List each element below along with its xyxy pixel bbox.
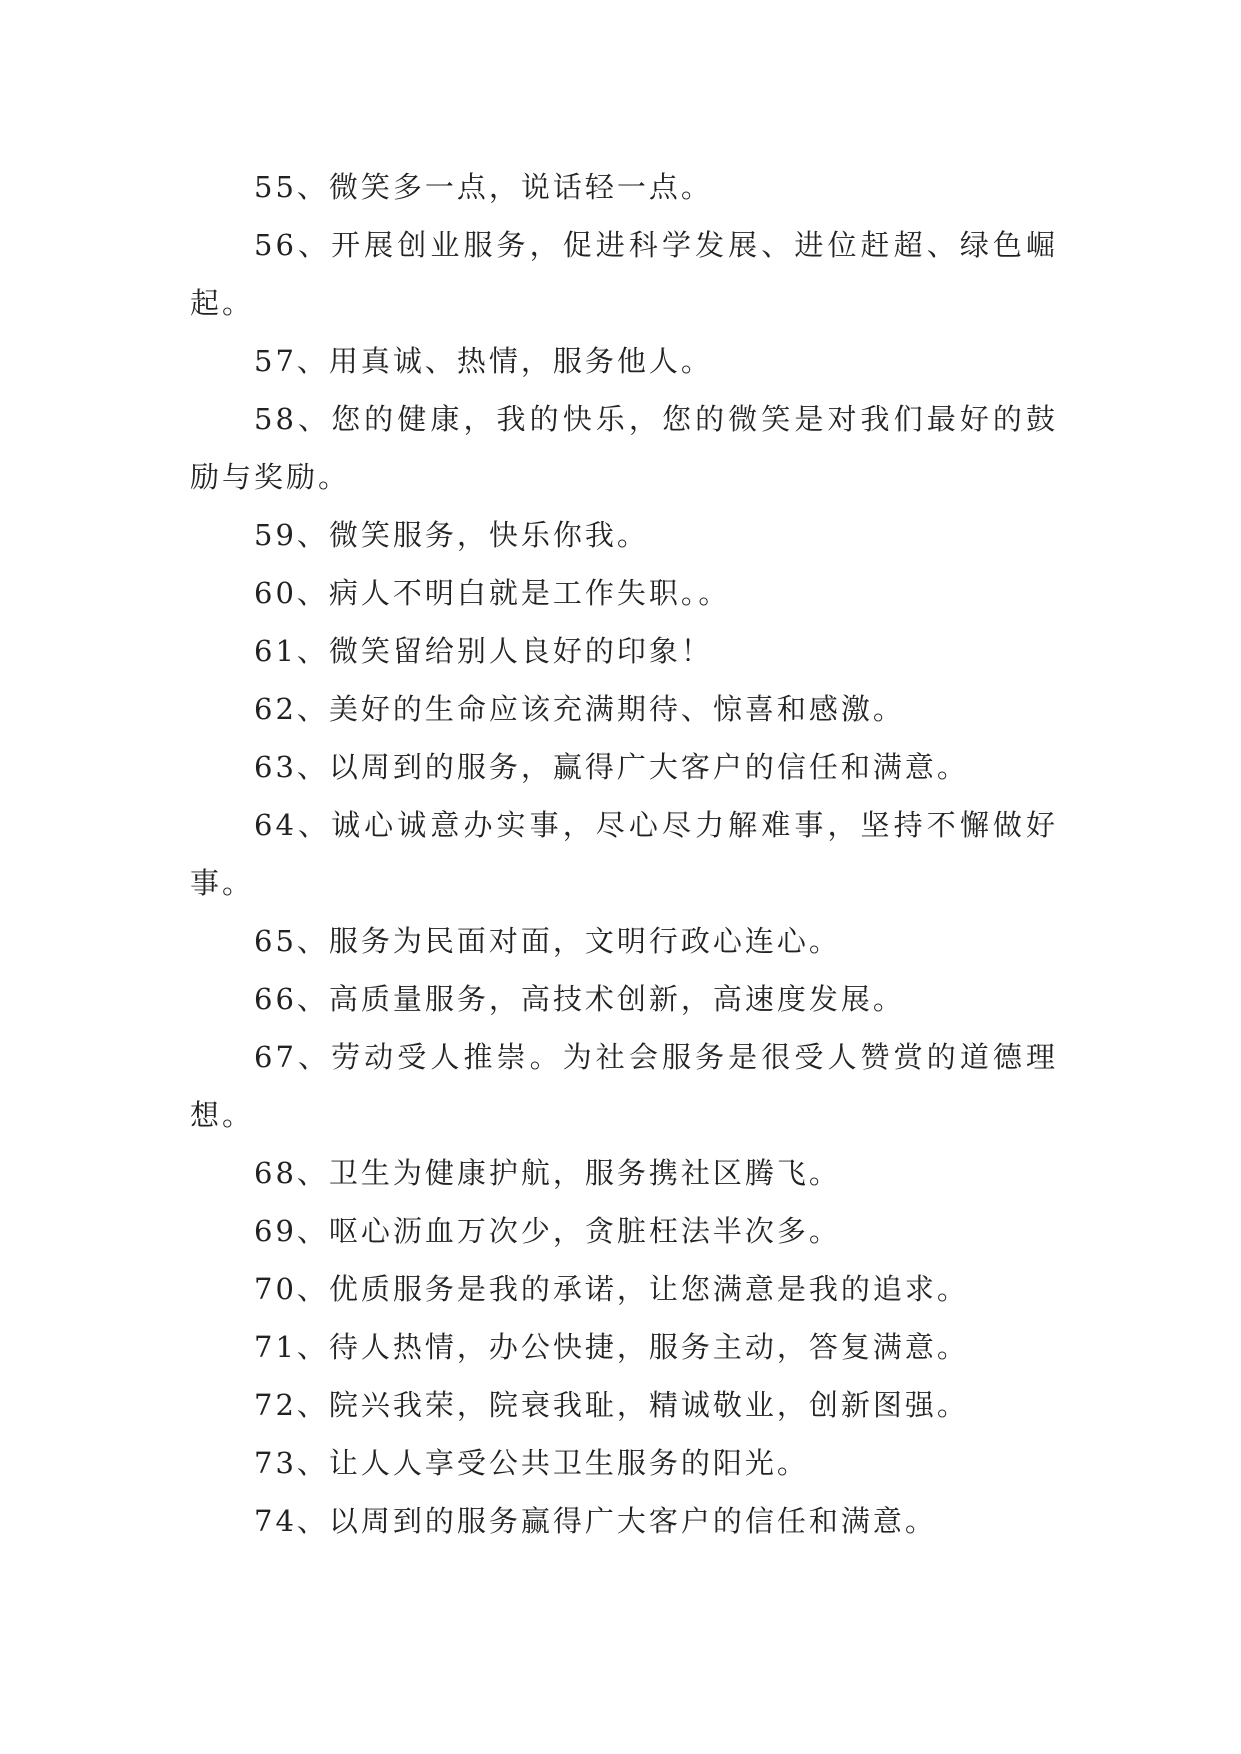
slogan-72: 72、院兴我荣，院衰我耻，精诚敬业，创新图强。 xyxy=(254,1388,969,1422)
slogan-64: 64、诚心诚意办实事，尽心尽力解难事，坚持不懈做好事。 xyxy=(190,808,1058,900)
slogan-63: 63、以周到的服务，赢得广大客户的信任和满意。 xyxy=(254,750,969,784)
slogan-55: 55、微笑多一点，说话轻一点。 xyxy=(254,170,713,204)
slogan-70: 70、优质服务是我的承诺，让您满意是我的追求。 xyxy=(254,1272,969,1306)
slogan-65: 65、服务为民面对面，文明行政心连心。 xyxy=(254,924,841,958)
slogan-73: 73、让人人享受公共卫生服务的阳光。 xyxy=(254,1446,809,1480)
slogan-58: 58、您的健康，我的快乐，您的微笑是对我们最好的鼓励与奖励。 xyxy=(190,402,1058,494)
slogan-59: 59、微笑服务，快乐你我。 xyxy=(254,518,649,552)
slogan-68: 68、卫生为健康护航，服务携社区腾飞。 xyxy=(254,1156,841,1190)
slogan-60: 60、病人不明白就是工作失职。。 xyxy=(254,576,731,610)
slogan-61: 61、微笑留给别人良好的印象！ xyxy=(254,634,713,668)
slogan-69: 69、呕心沥血万次少，贪脏枉法半次多。 xyxy=(254,1214,841,1248)
slogan-71: 71、待人热情，办公快捷，服务主动，答复满意。 xyxy=(254,1330,969,1364)
slogan-list xyxy=(190,158,1058,1550)
slogan-74: 74、以周到的服务赢得广大客户的信任和满意。 xyxy=(254,1504,937,1538)
slogan-66: 66、高质量服务，高技术创新，高速度发展。 xyxy=(254,982,905,1016)
slogan-56: 56、开展创业服务，促进科学发展、进位赶超、绿色崛起。 xyxy=(190,228,1058,320)
slogan-62: 62、美好的生命应该充满期待、惊喜和感激。 xyxy=(254,692,905,726)
slogan-67: 67、劳动受人推崇。为社会服务是很受人赞赏的道德理想。 xyxy=(190,1040,1058,1132)
slogan-57: 57、用真诚、热情，服务他人。 xyxy=(254,344,713,378)
